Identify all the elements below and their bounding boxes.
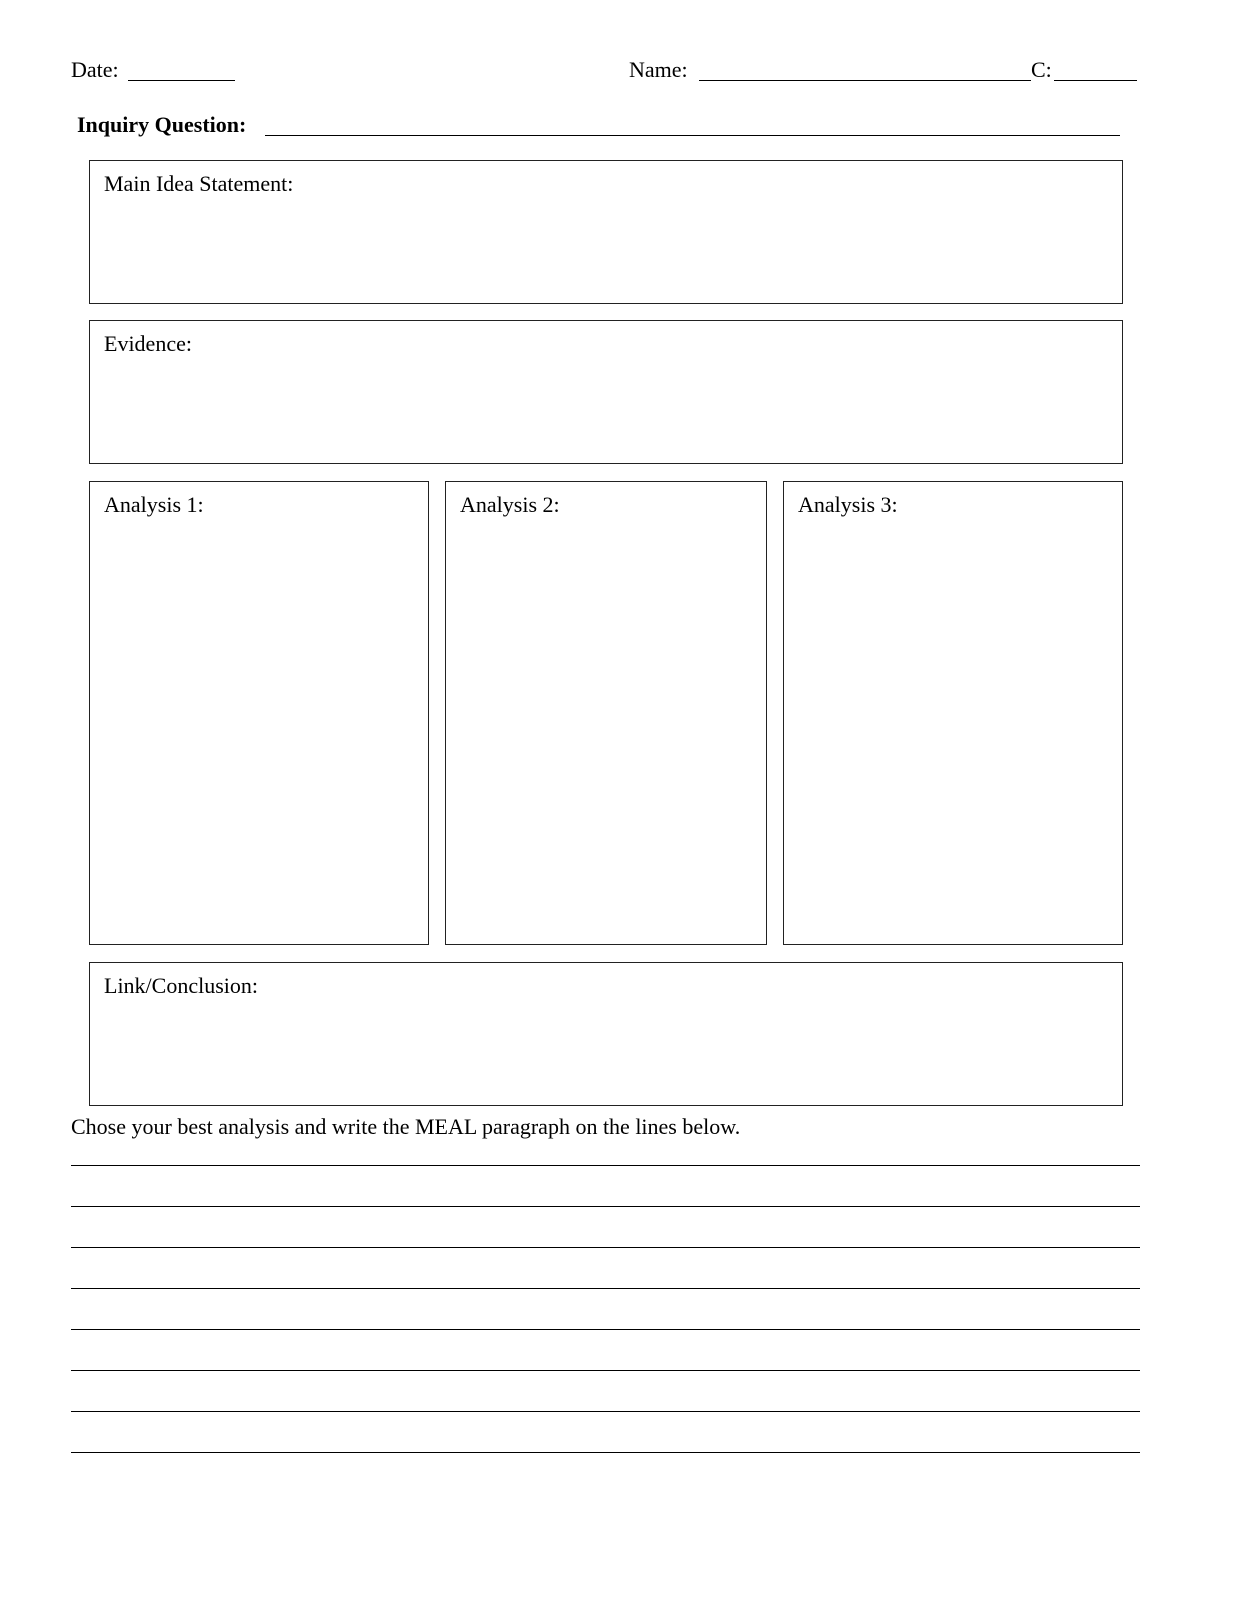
writing-line[interactable] — [71, 1247, 1140, 1248]
writing-line[interactable] — [71, 1411, 1140, 1412]
analysis-3-label: Analysis 3: — [798, 492, 898, 517]
analysis-3-box[interactable] — [783, 481, 1123, 945]
writing-line[interactable] — [71, 1370, 1140, 1371]
instruction-text: Chose your best analysis and write the MEAL paragraph on the lines below. — [71, 1114, 741, 1139]
name-field[interactable] — [699, 80, 1031, 81]
name-label: Name: — [629, 57, 688, 82]
writing-line[interactable] — [71, 1165, 1140, 1166]
analysis-2-label: Analysis 2: — [460, 492, 560, 517]
analysis-1-box[interactable] — [89, 481, 429, 945]
date-label: Date: — [71, 57, 119, 82]
link-conclusion-label: Link/Conclusion: — [104, 973, 258, 998]
class-field[interactable] — [1054, 80, 1137, 81]
analysis-2-box[interactable] — [445, 481, 767, 945]
writing-line[interactable] — [71, 1329, 1140, 1330]
main-idea-box[interactable] — [89, 160, 1123, 304]
evidence-box[interactable] — [89, 320, 1123, 464]
analysis-1-label: Analysis 1: — [104, 492, 204, 517]
writing-line[interactable] — [71, 1452, 1140, 1453]
writing-line[interactable] — [71, 1288, 1140, 1289]
evidence-label: Evidence: — [104, 331, 192, 356]
inquiry-question-field[interactable] — [265, 135, 1120, 136]
date-field[interactable] — [128, 80, 235, 81]
main-idea-label: Main Idea Statement: — [104, 171, 294, 196]
inquiry-question-label: Inquiry Question: — [77, 112, 247, 137]
writing-line[interactable] — [71, 1206, 1140, 1207]
link-conclusion-box[interactable] — [89, 962, 1123, 1106]
class-label: C: — [1031, 57, 1052, 82]
